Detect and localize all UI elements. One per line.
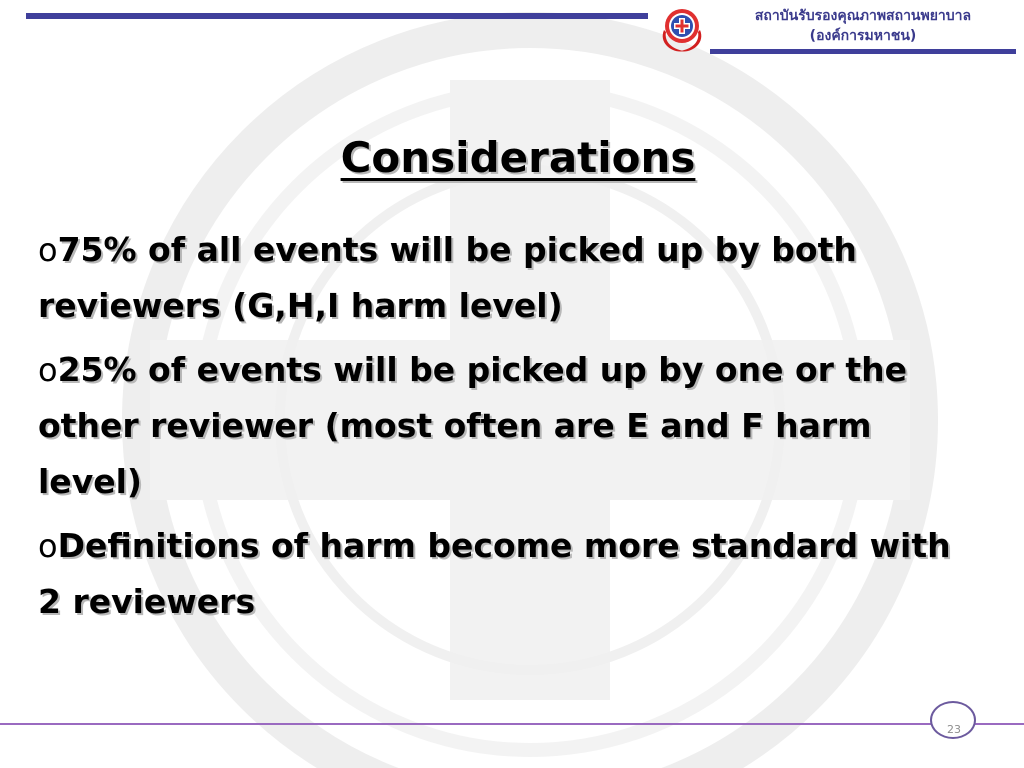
organization-name-line2: (องค์การมหาชน) — [809, 28, 917, 44]
bullet-marker: o — [38, 351, 58, 389]
bullet-item — [38, 342, 978, 510]
slide-title: Considerations — [340, 133, 696, 182]
header-rule — [26, 13, 648, 19]
red-cross-logo-icon — [654, 4, 710, 54]
bullet-text: 25% of events will be picked up by one or the other reviewer (most often are E and F harm level) — [38, 350, 908, 501]
bullet-item — [38, 518, 978, 630]
organization-name-line1: สถาบันรับรองคุณภาพสถานพยาบาล — [754, 8, 972, 24]
bullet-text: Definitions of harm become more standard with 2 reviewers — [38, 526, 951, 621]
bullet-marker: o — [38, 527, 58, 565]
bullet-text: 75% of all events will be picked up by both reviewers (G,H,I harm level) — [38, 230, 857, 325]
organization-name — [712, 6, 1014, 46]
header-rule-short — [710, 49, 1016, 54]
bullet-list — [38, 222, 978, 638]
footer-rule — [0, 723, 1024, 725]
bullet-marker: o — [38, 231, 58, 269]
page-number: 23 — [947, 723, 961, 736]
bullet-item — [38, 222, 978, 334]
